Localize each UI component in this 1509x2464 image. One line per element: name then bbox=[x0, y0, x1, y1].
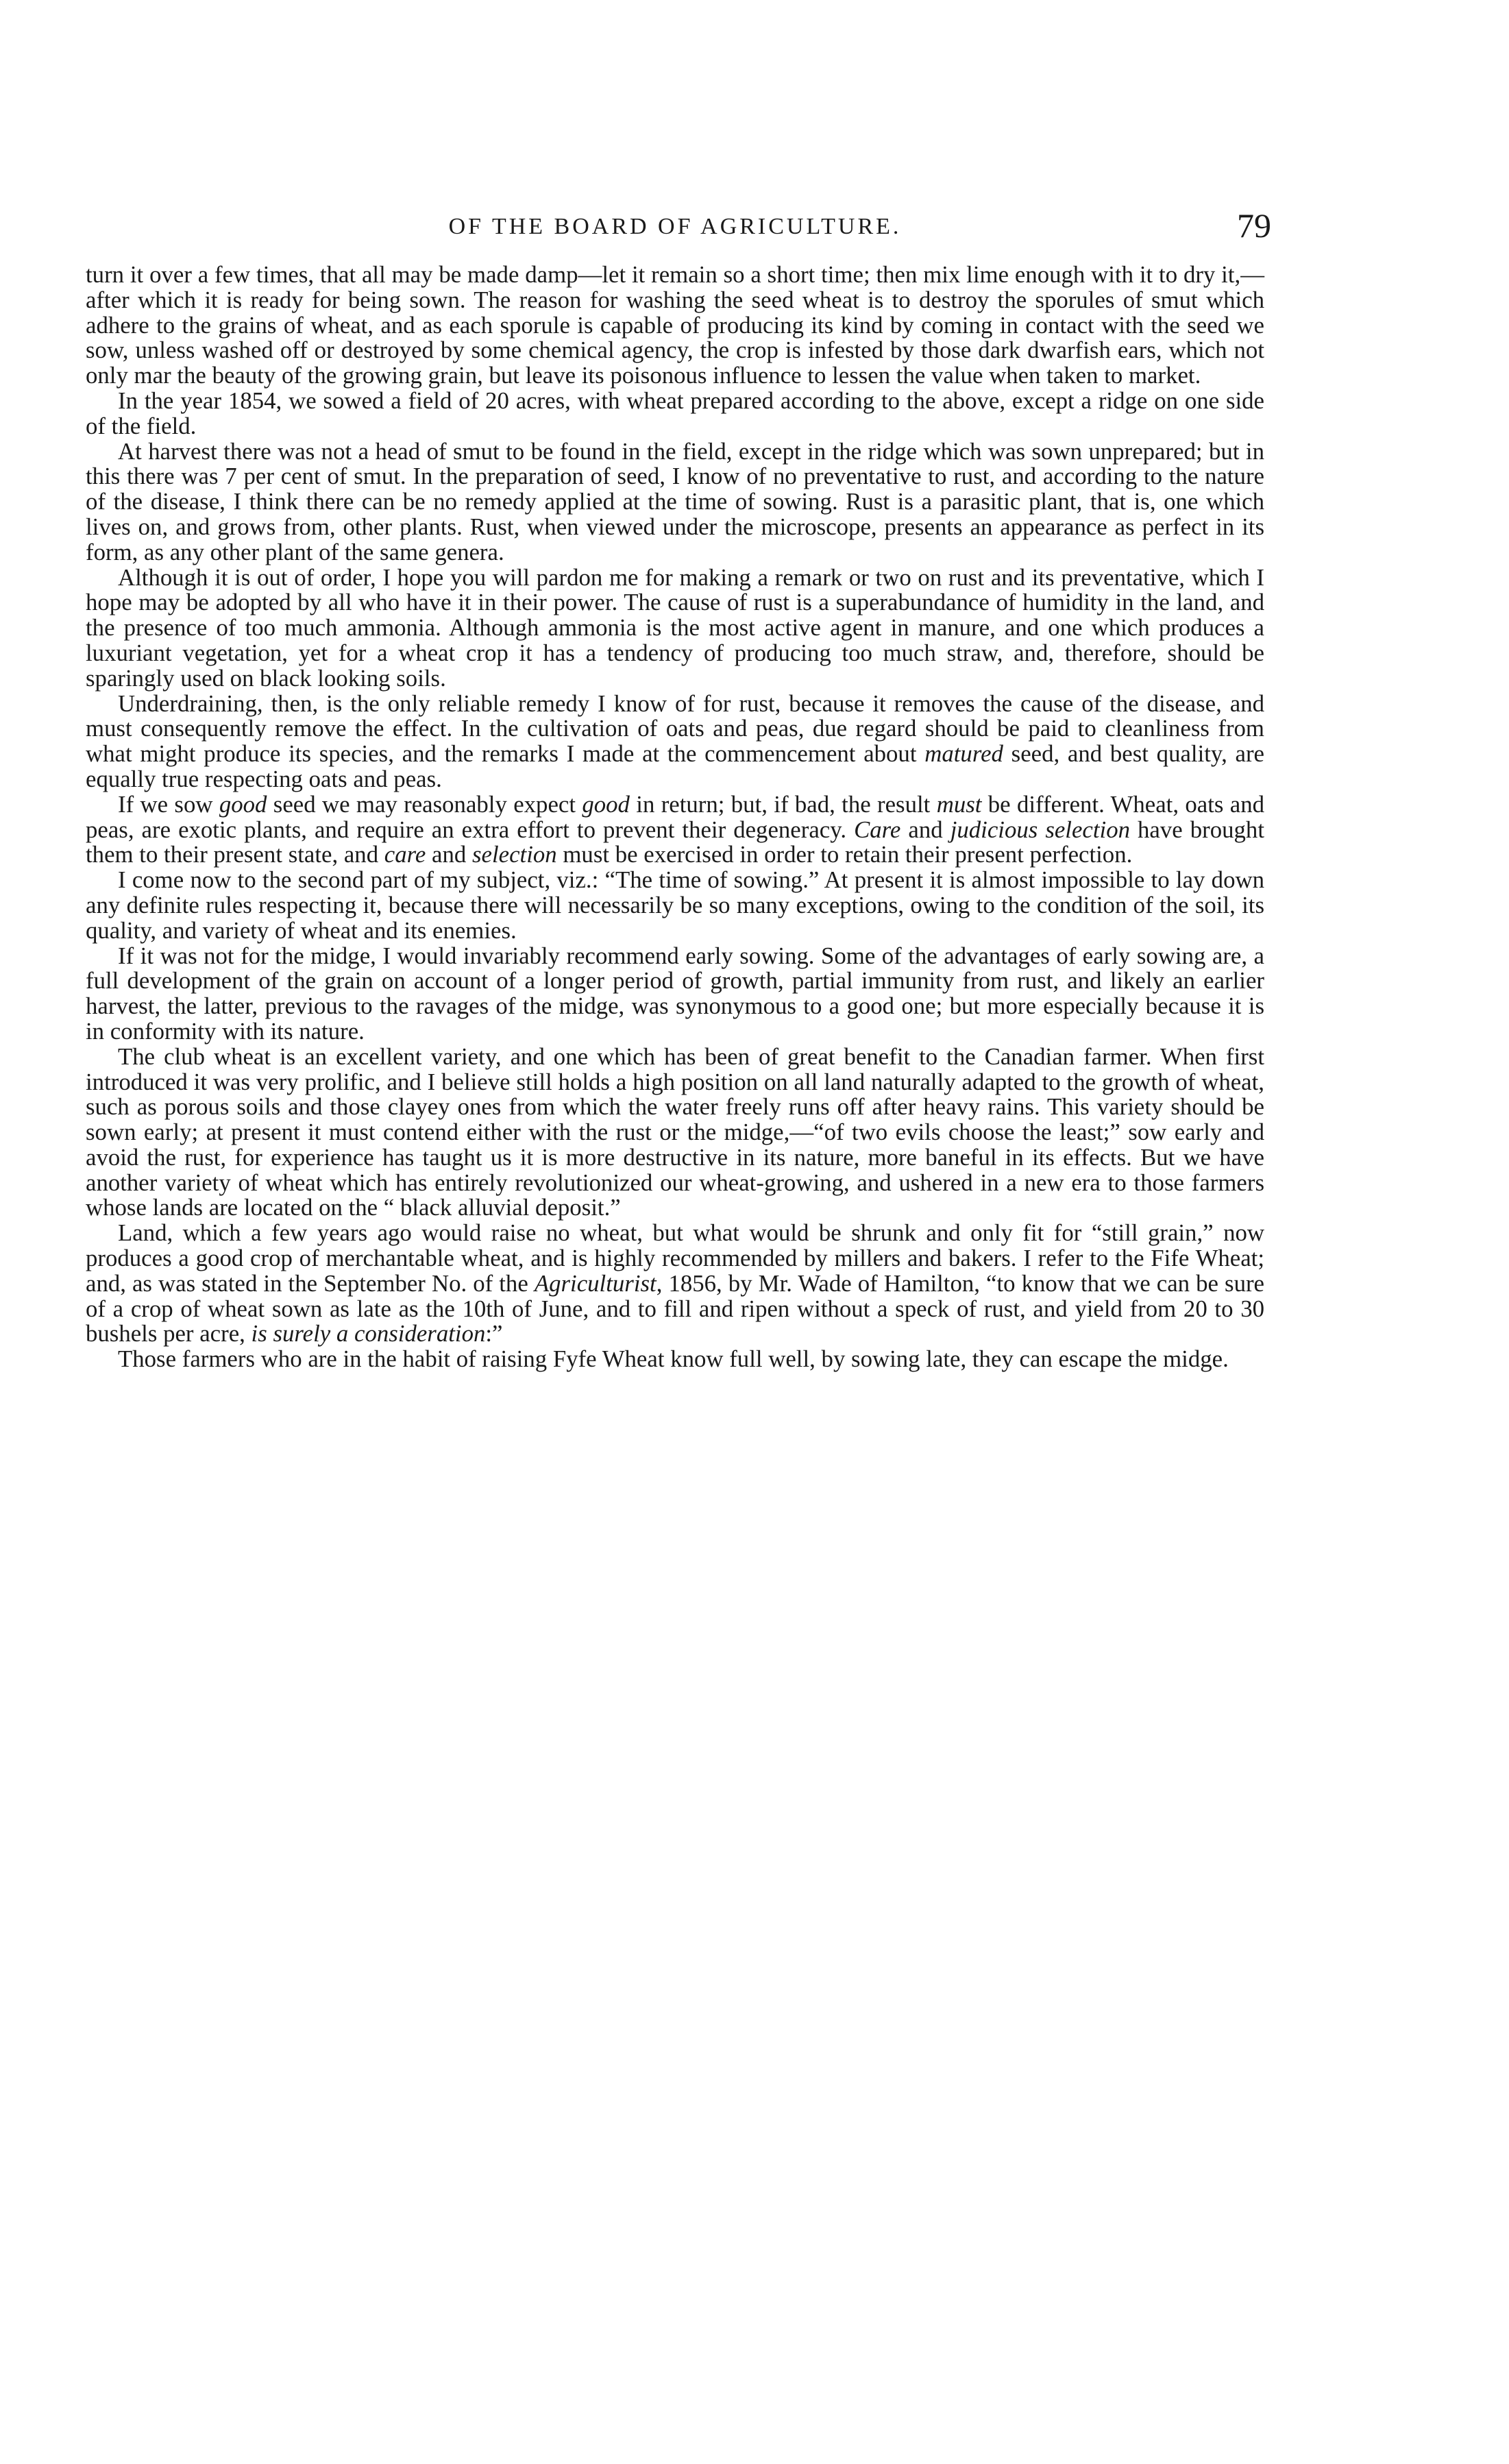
paragraph bbox=[86, 868, 1264, 943]
paragraph bbox=[86, 439, 1264, 565]
italic-text: is surely a consideration bbox=[251, 1320, 486, 1347]
text-run: and bbox=[900, 816, 950, 843]
text-run: , 1856, by Mr. Wade of Hamilton, “to know that we can be sure of a crop of wheat sown as late as the 10th of June, and to fill and ripen without a speck of rust, and yield from 20 to 30 bushels per acre, bbox=[86, 1269, 1265, 1347]
body-text bbox=[86, 263, 1264, 1372]
italic-text: Care bbox=[854, 816, 901, 843]
italic-text: matured bbox=[924, 740, 1003, 768]
text-run: The club wheat is an excellent variety, and one which has been of great benefit to the Canadian farmer. When first introduced it was very prolific, and I believe still holds a high position on all land naturally adapted to the growth of wheat, such as porous soils and those clayey ones from which the water freely runs off after heavy rains. This variety should be sown early; at present it must contend either with the rust or the midge,—“of two evils choose the least;” sow early and avoid the rust, for experience has taught us it is more destructive in its nature, more baneful in its effects. But we have another variety of wheat which has entirely revolutionized our wheat-growing, and ushered in a new era to those farmers whose lands are located on the “ black alluvial deposit.” bbox=[86, 1042, 1264, 1221]
italic-text: judicious selection bbox=[950, 816, 1130, 843]
text-run: Although it is out of order, I hope you will pardon me for making a remark or two on rust and its preventative, which I hope may be adopted by all who have it in their power. The cause of rust is a superabundance of humidity in the land, and the presence of too much ammonia. Although ammonia is the most active agent in manure, and one which produces a luxuriant vegetation, yet for a wheat crop it has a tendency of producing too much straw, and, therefore, should be sparingly used on black looking soils. bbox=[86, 563, 1264, 692]
italic-text: care bbox=[384, 841, 426, 868]
paragraph bbox=[86, 792, 1264, 868]
page-number: 79 bbox=[1237, 206, 1271, 245]
text-run: At harvest there was not a head of smut to be found in the field, except in the ridge which was sown unprepared; but in this there was 7 per cent of smut. In the preparation of seed, I know of no preventative to rust, and according to the nature of the disease, I think there can be no remedy applied at the time of sowing. Rust is a parasitic plant, that is, one which lives on, and grows from, other plants. Rust, when viewed under the microscope, presents an appearance as perfect in its form, as any other plant of the same genera. bbox=[86, 437, 1264, 565]
paragraph bbox=[86, 1347, 1264, 1372]
paragraph bbox=[86, 263, 1264, 389]
text-run: seed, and best quality, are equally true respecting oats and peas. bbox=[86, 740, 1264, 792]
text-run: :” bbox=[485, 1320, 503, 1347]
text-run: If we sow bbox=[118, 790, 219, 818]
text-run: in return; but, if bad, the result bbox=[629, 790, 937, 818]
text-run: and bbox=[426, 841, 472, 868]
text-run: Underdraining, then, is the only reliable remedy I know of for rust, because it removes the cause of the disease, and must consequently remove the effect. In the cultivation of oats and peas, due regard should be paid to cleanliness from what might produce its species, and the remarks I made at the commencement about bbox=[86, 690, 1264, 768]
text-run: must be exercised in order to retain their present perfection. bbox=[556, 841, 1133, 868]
paragraph bbox=[86, 692, 1264, 792]
italic-text: selection bbox=[471, 841, 557, 868]
paragraph bbox=[86, 389, 1264, 439]
text-run: Those farmers who are in the habit of raising Fyfe Wheat know full well, by sowing late, they can escape the midge. bbox=[118, 1345, 1229, 1373]
running-title: OF THE BOARD OF AGRICULTURE. bbox=[448, 214, 902, 239]
paragraph bbox=[86, 565, 1264, 692]
text-run: seed we may reasonably expect bbox=[267, 790, 582, 818]
text-run: Land, which a few years ago would raise no wheat, but what would be shrunk and only fit for “still grain,” now produces a good crop of merchantable wheat, and is highly recommended by millers and bakers. I refer to the Fife Wheat; and, as was stated in the September No. of the bbox=[86, 1219, 1264, 1297]
paragraph bbox=[86, 1221, 1264, 1347]
text-run: In the year 1854, we sowed a field of 20 acres, with wheat prepared according to the above, except a ridge on one side of the field. bbox=[86, 387, 1264, 439]
paragraph bbox=[86, 944, 1264, 1045]
running-head bbox=[86, 206, 1271, 254]
text-run: I come now to the second part of my subject, viz.: “The time of sowing.” At present it is almost impossible to lay down any definite rules respecting it, because there will necessarily be so many exceptions, owing to the condition of the soil, its quality, and variety of wheat and its enemies. bbox=[86, 866, 1264, 944]
italic-text: good bbox=[582, 790, 630, 818]
paragraph bbox=[86, 1042, 1264, 1221]
italic-text: Agriculturist bbox=[534, 1269, 657, 1297]
text-run: be different. Wheat, oats and peas, are exotic plants, and require an extra effort to prevent their degeneracy. bbox=[86, 790, 1265, 843]
text-run: have brought them to their present state, and bbox=[86, 816, 1264, 868]
text-run: If it was not for the midge, I would invariably recommend early sowing. Some of the advantages of early sowing are, a full development of the grain on account of a longer period of growth, partial immunity from rust, and likely an earlier harvest, the latter, previous to the ravages of the midge, was synonymous to a good one; but more especially because it is in conformity with its nature. bbox=[86, 942, 1264, 1045]
italic-text: must bbox=[936, 790, 982, 818]
italic-text: good bbox=[219, 790, 267, 818]
text-run: turn it over a few times, that all may be made damp—let it remain so a short time; then mix lime enough with it to dry it,—after which it is ready for being sown. The reason for washing the seed wheat is to destroy the sporules of smut which adhere to the grains of wheat, and as each sporule is capable of producing its kind by coming in contact with the seed we sow, unless washed off or destroyed by some chemical agency, the crop is infested by those dark dwarfish ears, which not only mar the beauty of the growing grain, but leave its poisonous influence to lessen the value when taken to market. bbox=[86, 261, 1264, 389]
